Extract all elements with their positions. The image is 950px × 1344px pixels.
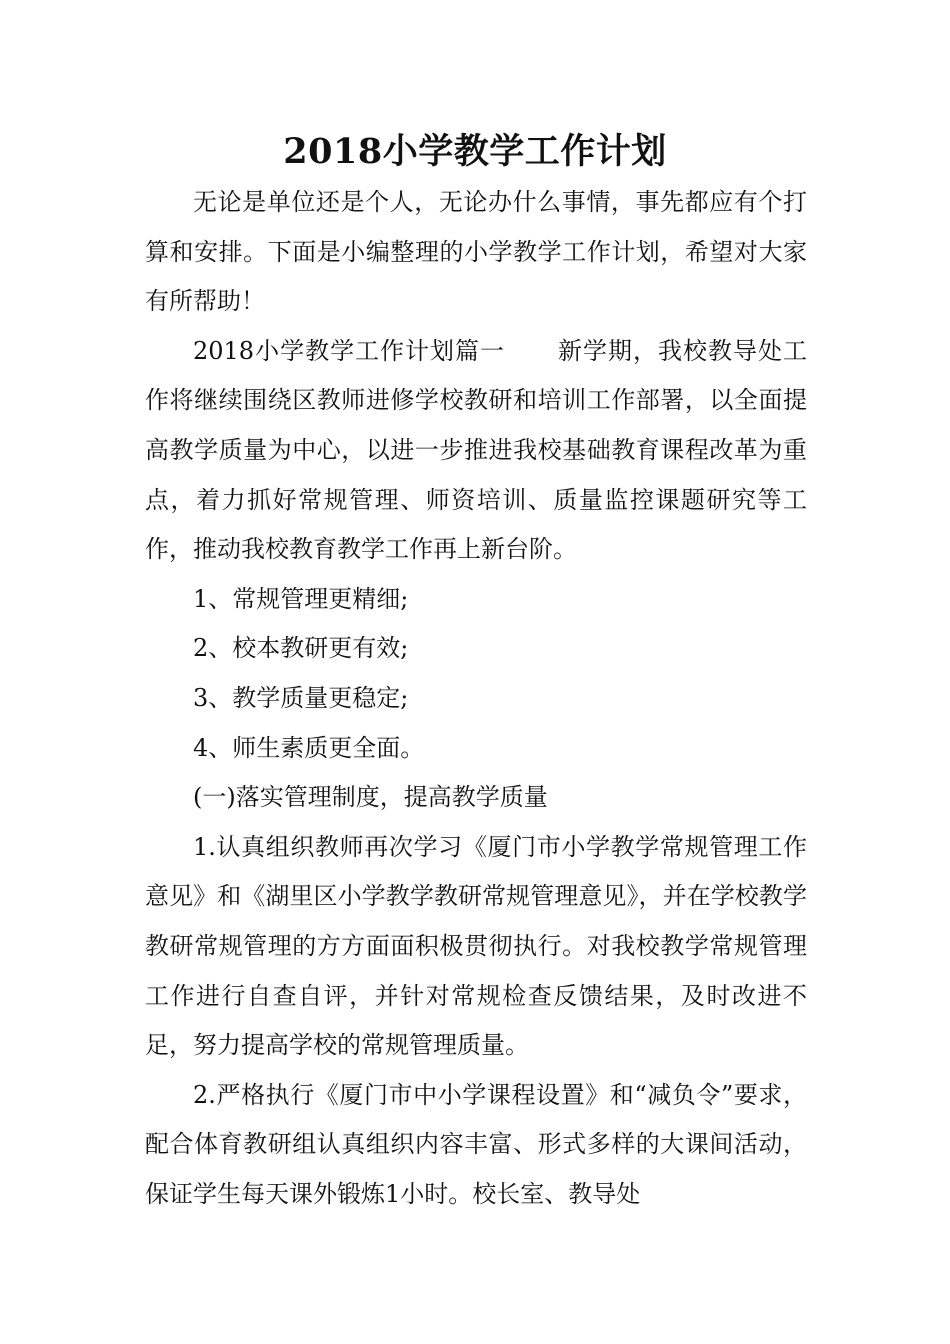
goal-item-1: 1、常规管理更精细;: [193, 584, 409, 613]
goal-item-4: 4、师生素质更全面。: [193, 733, 425, 762]
goal-item-2: 2、校本教研更有效;: [193, 634, 409, 663]
intro-paragraph: 无论是单位还是个人，无论办什么事情，事先都应有个打算和安排。下面是小编整理的小学教学工作计划，希望对大家有所帮助！: [145, 188, 807, 316]
document-title: 2018小学教学工作计划: [283, 131, 667, 172]
section-heading: 2018小学教学工作计划篇一: [193, 336, 506, 365]
section-paragraph: [145, 327, 807, 575]
section-body-text: 新学期，我校教导处工作将继续围绕区教师进修学校教研和培训工作部署，以全面提高教学质量为中心，以进一步推进我校基础教育课程改革为重点，着力抓好常规管理、师资培训、质量监控课题研究等工作，推动我校教育教学工作再上新台阶。: [145, 336, 808, 564]
subsection-heading: (一)落实管理制度，提高教学质量: [193, 783, 548, 812]
numbered-paragraph-1: 1.认真组织教师再次学习《厦门市小学教学常规管理工作意见》和《湖里区小学教学教研常规管理意见》，并在学校教学教研常规管理的方方面面积极贯彻执行。对我校教学常规管理工作进行自查自评，并针对常规检查反馈结果，及时改进不足，努力提高学校的常规管理质量。: [145, 832, 807, 1060]
numbered-paragraph-2: 2.严格执行《厦门市中小学课程设置》和“减负令”要求，配合体育教研组认真组织内容丰富、形式多样的大课间活动，保证学生每天课外锻炼1小时。校长室、教导处: [145, 1080, 807, 1208]
document-body: [145, 178, 807, 1219]
goal-item-3: 3、教学质量更稳定;: [193, 683, 409, 712]
